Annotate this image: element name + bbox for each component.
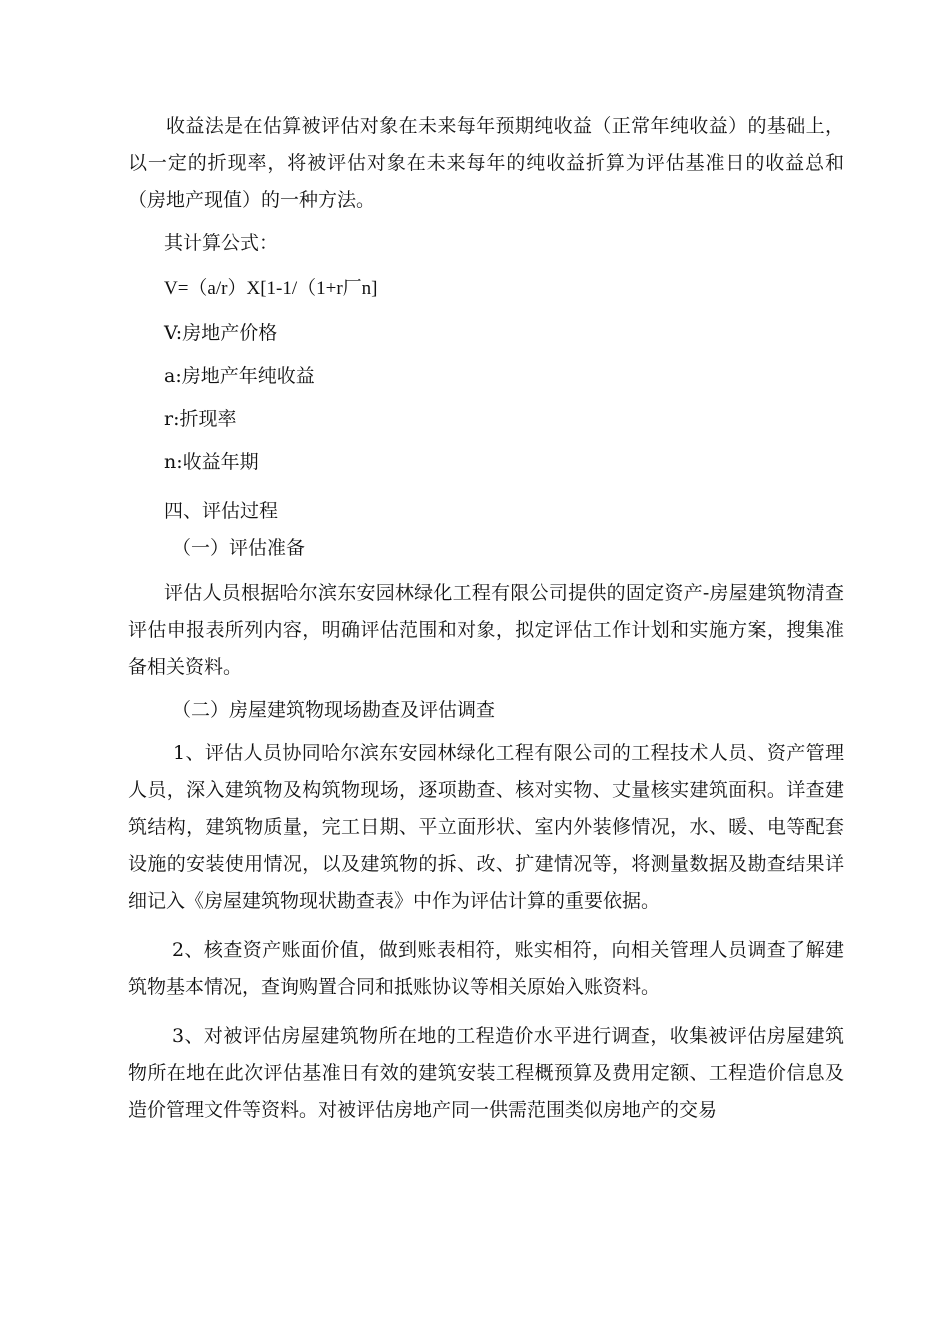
formula-intro: 其计算公式： xyxy=(164,232,279,254)
paragraph-site-survey-2: 2、核查资产账面价值，做到账表相符，账实相符，向相关管理人员调查了解建筑物基本情况，查询购置合同和抵账协议等相关原始入账资料。 xyxy=(128,939,844,998)
subsection-heading-site-survey: （二）房屋建筑物现场勘查及评估调查 xyxy=(172,699,496,721)
paragraph-site-survey-3: 3、对被评估房屋建筑物所在地的工程造价水平进行调查，收集被评估房屋建筑物所在地在此次评估基准日有效的建筑安装工程概预算及费用定额、工程造价信息及造价管理文件等资料。对被评估房地产同一供需范围类似房地产的交易 xyxy=(128,1025,844,1121)
subsection-heading-preparation: （一）评估准备 xyxy=(172,537,306,559)
section-heading-evaluation-process: 四、评估过程 xyxy=(164,500,279,522)
variable-v: V:房地产价格 xyxy=(164,322,278,344)
variable-n: n:收益年期 xyxy=(164,451,259,473)
paragraph-income-approach: 收益法是在估算被评估对象在未来每年预期纯收益（正常年纯收益）的基础上，以一定的折现率，将被评估对象在未来每年的纯收益折算为评估基准日的收益总和（房地产现值）的一种方法。 xyxy=(128,115,844,211)
variable-r: r:折现率 xyxy=(164,408,237,430)
formula: V=（a/r）X[1-1/（1+r厂n] xyxy=(164,278,378,299)
variable-a: a:房地产年纯收益 xyxy=(164,365,315,387)
paragraph-preparation: 评估人员根据哈尔滨东安园林绿化工程有限公司提供的固定资产-房屋建筑物清查评估申报表所列内容，明确评估范围和对象，拟定评估工作计划和实施方案，搜集准备相关资料。 xyxy=(128,582,844,678)
paragraph-site-survey-1: 1、评估人员协同哈尔滨东安园林绿化工程有限公司的工程技术人员、资产管理人员，深入建筑物及构筑物现场，逐项勘查、核对实物、丈量核实建筑面积。详查建筑结构，建筑物质量，完工日期、平立面形状、室内外装修情况，水、暖、电等配套设施的安装使用情况，以及建筑物的拆、改、扩建情况等，将测量数据及勘查结果详细记入《房屋建筑物现状勘查表》中作为评估计算的重要依据。 xyxy=(128,742,844,912)
document-page xyxy=(128,108,844,1129)
